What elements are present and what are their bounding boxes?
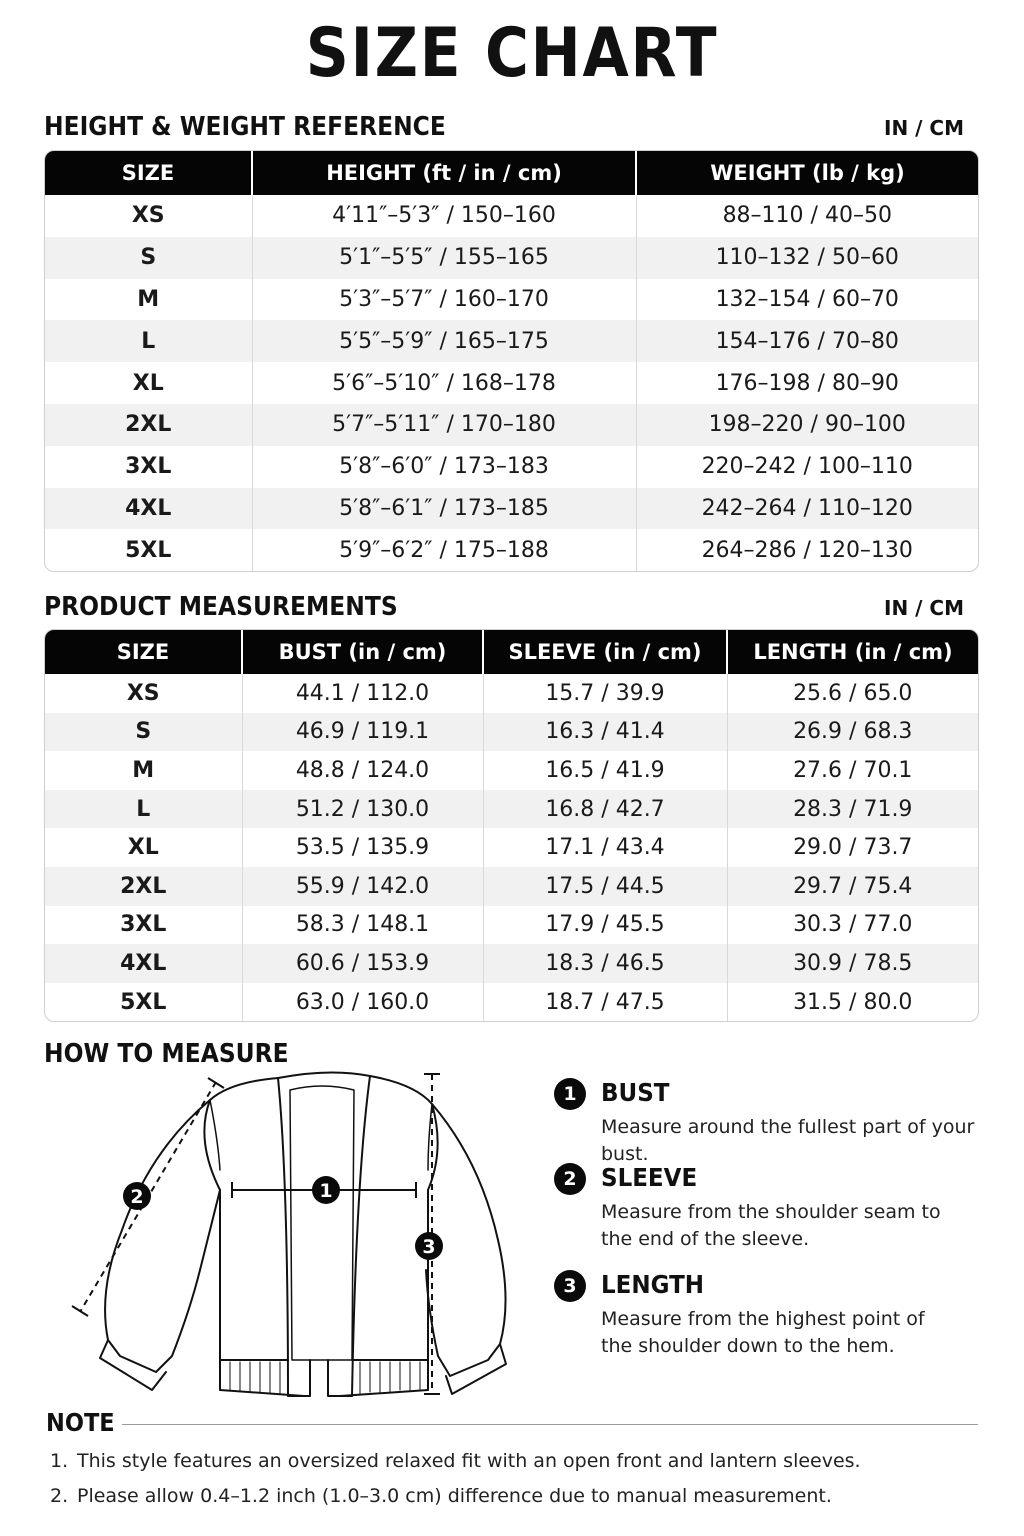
length-marker	[415, 1232, 443, 1260]
note-text: Please allow 0.4–1.2 inch (1.0–3.0 cm) difference due to manual measurement.	[77, 1485, 832, 1507]
table-row	[45, 446, 978, 488]
instruction-line: Measure around the fullest part of your bust.	[601, 1116, 975, 1165]
table-row	[45, 906, 978, 945]
size-cell: M	[137, 286, 160, 312]
size-cell: XL	[127, 835, 159, 861]
value-cell: 5′8″–6′0″ / 173–183	[252, 446, 636, 488]
value-cell: 16.5 / 41.9	[483, 751, 727, 790]
table-row	[45, 983, 978, 1022]
size-cell: 3XL	[125, 454, 172, 480]
value-cell: 63.0 / 160.0	[242, 983, 483, 1022]
note-item	[50, 1448, 861, 1474]
height-weight-heading: HEIGHT & WEIGHT REFERENCE	[44, 112, 446, 142]
instruction-title: BUST	[601, 1078, 670, 1107]
bust-marker	[312, 1176, 340, 1204]
column-header: BUST (in / cm)	[242, 630, 483, 674]
table-row	[45, 751, 978, 790]
value-cell: 16.8 / 42.7	[483, 790, 727, 829]
note-item	[50, 1483, 832, 1509]
height-weight-table	[44, 150, 979, 572]
value-cell: 15.7 / 39.9	[483, 674, 727, 713]
instruction-line: the shoulder down to the hem.	[601, 1335, 895, 1357]
note-number: 2.	[50, 1485, 69, 1507]
value-cell: 110–132 / 50–60	[636, 237, 978, 279]
note-divider	[122, 1424, 978, 1425]
instruction-number: 1	[554, 1078, 586, 1110]
instruction-description	[601, 1306, 1001, 1360]
size-cell: 2XL	[45, 867, 242, 906]
value-cell: 88–110 / 40–50	[636, 195, 978, 237]
table-row	[45, 713, 978, 752]
value-cell: 18.7 / 47.5	[483, 983, 727, 1022]
table-row	[45, 195, 978, 237]
measurements-header	[44, 592, 974, 622]
size-cell: S	[45, 713, 242, 752]
value-cell: 60.6 / 153.9	[242, 944, 483, 983]
size-cell: XL	[132, 370, 164, 396]
table-row	[45, 828, 978, 867]
table-row	[45, 320, 978, 362]
table-row	[45, 404, 978, 446]
note-text: This style features an oversized relaxed fit with an open front and lantern sleeves.	[77, 1450, 861, 1472]
value-cell: 176–198 / 80–90	[636, 362, 978, 404]
size-cell: 3XL	[120, 912, 167, 938]
size-cell: L	[45, 320, 252, 362]
value-cell: 51.2 / 130.0	[242, 790, 483, 829]
value-cell: 5′7″–5′11″ / 170–180	[252, 404, 636, 446]
left-sleeve	[105, 1100, 220, 1372]
instruction-line: the end of the sleeve.	[601, 1228, 810, 1250]
value-cell: 17.5 / 44.5	[483, 867, 727, 906]
size-cell: 4XL	[45, 488, 252, 530]
measurements-table	[44, 629, 979, 1022]
value-cell: 198–220 / 90–100	[636, 404, 978, 446]
value-cell: 154–176 / 70–80	[636, 320, 978, 362]
value-cell: 264–286 / 120–130	[636, 529, 978, 571]
sleeve-marker-label: 2	[130, 1186, 144, 1208]
column-header: SLEEVE (in / cm)	[483, 630, 727, 674]
value-cell: 5′3″–5′7″ / 160–170	[252, 279, 636, 321]
length-marker-label: 3	[422, 1236, 436, 1258]
sleeve-marker	[123, 1182, 151, 1210]
height-weight-header	[44, 112, 974, 142]
body-left-edge	[204, 1078, 304, 1396]
table-row	[45, 362, 978, 404]
table-row	[45, 237, 978, 279]
instruction-line: Measure from the highest point of	[601, 1308, 925, 1330]
value-cell: 44.1 / 112.0	[242, 674, 483, 713]
size-cell: M	[132, 757, 155, 783]
table-header-row	[45, 630, 978, 674]
measurements-unit: IN / CM	[884, 596, 964, 620]
value-cell: 48.8 / 124.0	[242, 751, 483, 790]
value-cell: 132–154 / 60–70	[636, 279, 978, 321]
column-header: LENGTH (in / cm)	[727, 630, 978, 674]
size-cell: XS	[126, 680, 160, 706]
size-cell: 4XL	[45, 944, 242, 983]
value-cell: 55.9 / 142.0	[242, 867, 483, 906]
table-row	[45, 790, 978, 829]
value-cell: 4′11″–5′3″ / 150–160	[252, 195, 636, 237]
column-header: WEIGHT (lb / kg)	[636, 151, 978, 195]
note-number: 1.	[50, 1450, 69, 1472]
value-cell: 5′9″–6′2″ / 175–188	[252, 529, 636, 571]
value-cell: 26.9 / 68.3	[727, 713, 978, 752]
table-row	[45, 529, 978, 571]
value-cell: 29.7 / 75.4	[727, 867, 978, 906]
height-weight-unit: IN / CM	[884, 116, 964, 140]
table-row	[45, 488, 978, 530]
size-cell: S	[45, 237, 252, 279]
value-cell: 16.3 / 41.4	[483, 713, 727, 752]
how-to-measure-heading: HOW TO MEASURE	[44, 1039, 289, 1069]
instruction-description	[601, 1199, 1001, 1253]
value-cell: 17.9 / 45.5	[483, 906, 727, 945]
neckline	[278, 1072, 370, 1078]
bust-marker-label: 1	[319, 1180, 333, 1202]
value-cell: 5′1″–5′5″ / 155–165	[252, 237, 636, 279]
column-header: HEIGHT (ft / in / cm)	[252, 151, 636, 195]
value-cell: 5′5″–5′9″ / 165–175	[252, 320, 636, 362]
measurements-heading: PRODUCT MEASUREMENTS	[44, 592, 398, 622]
value-cell: 31.5 / 80.0	[727, 983, 978, 1022]
instruction-line: Measure from the shoulder seam to	[601, 1201, 941, 1223]
value-cell: 25.6 / 65.0	[727, 674, 978, 713]
table-header-row	[45, 151, 978, 195]
instruction-title: SLEEVE	[601, 1163, 698, 1192]
value-cell: 46.9 / 119.1	[242, 713, 483, 752]
size-cell: 5XL	[120, 989, 167, 1015]
table-row	[45, 674, 978, 713]
instruction-title: LENGTH	[601, 1270, 705, 1299]
table-row	[45, 944, 978, 983]
value-cell: 17.1 / 43.4	[483, 828, 727, 867]
value-cell: 58.3 / 148.1	[242, 906, 483, 945]
value-cell: 18.3 / 46.5	[483, 944, 727, 983]
value-cell: 28.3 / 71.9	[727, 790, 978, 829]
table-row	[45, 279, 978, 321]
instruction-number: 2	[554, 1163, 586, 1195]
value-cell: 30.9 / 78.5	[727, 944, 978, 983]
page-title: SIZE CHART	[305, 14, 719, 93]
value-cell: 5′8″–6′1″ / 173–185	[252, 488, 636, 530]
column-header: SIZE	[45, 630, 242, 674]
table-row	[45, 867, 978, 906]
note-heading: NOTE	[46, 1408, 115, 1437]
value-cell: 27.6 / 70.1	[727, 751, 978, 790]
value-cell: 53.5 / 135.9	[242, 828, 483, 867]
value-cell: 242–264 / 110–120	[636, 488, 978, 530]
value-cell: 220–242 / 100–110	[636, 446, 978, 488]
cardigan-diagram	[60, 1060, 520, 1410]
size-cell: L	[45, 790, 242, 829]
instruction-description	[601, 1114, 1001, 1168]
value-cell: 30.3 / 77.0	[727, 906, 978, 945]
value-cell: 5′6″–5′10″ / 168–178	[252, 362, 636, 404]
column-header: SIZE	[45, 151, 252, 195]
instruction-number: 3	[554, 1270, 586, 1302]
size-cell: XS	[131, 203, 165, 229]
size-cell: 5XL	[125, 537, 172, 563]
value-cell: 29.0 / 73.7	[727, 828, 978, 867]
size-cell: 2XL	[45, 404, 252, 446]
